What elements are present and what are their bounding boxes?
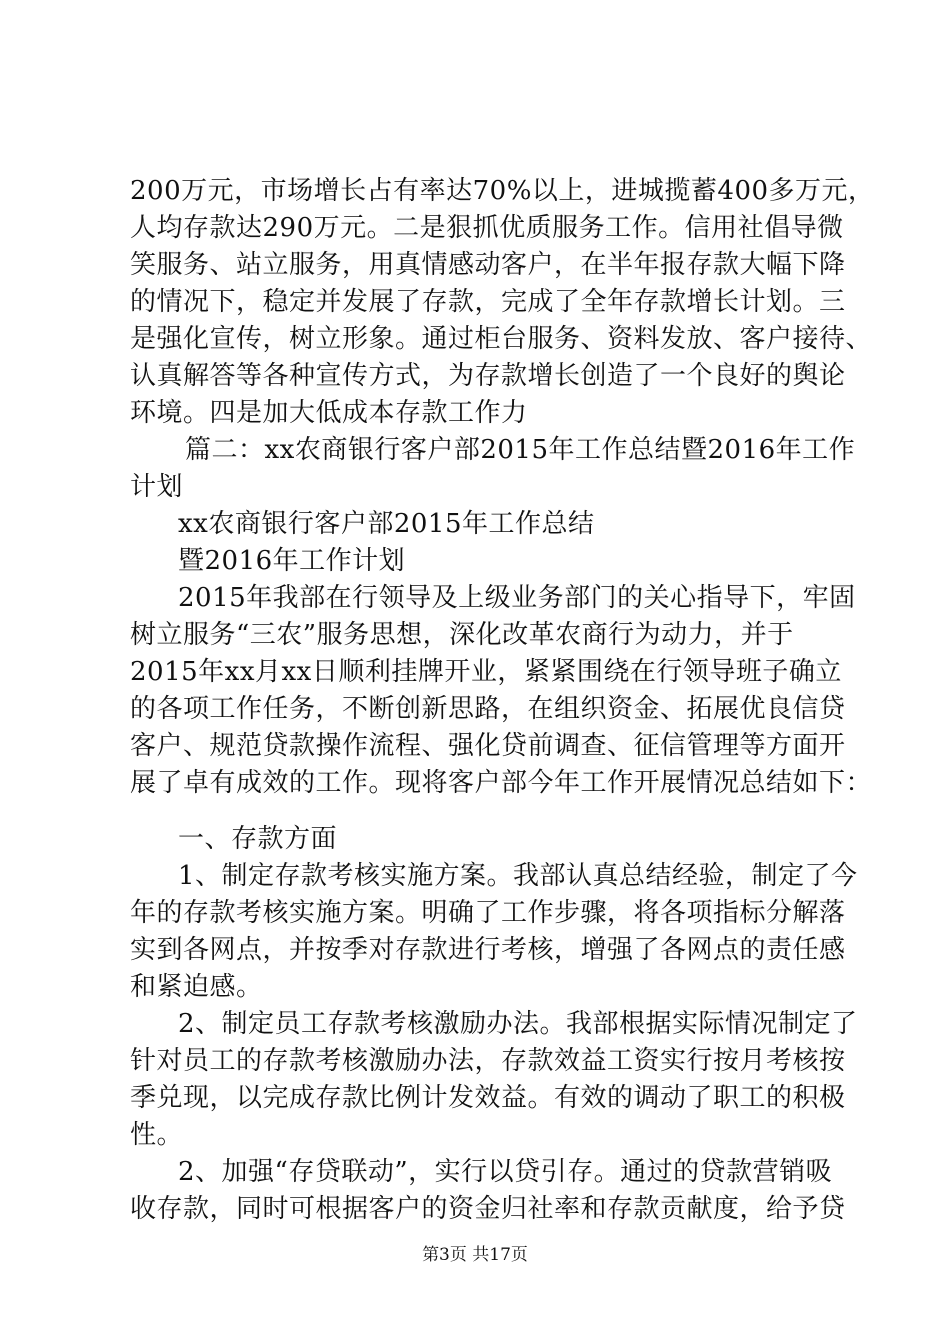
body-text-line: 2015年xx月xx日顺利挂牌开业，紧紧围绕在行领导班子确立 bbox=[130, 657, 842, 687]
body-text-line: 收存款，同时可根据客户的资金归社率和存款贡献度，给予贷 bbox=[130, 1194, 846, 1224]
body-text-line: 2、加强“存贷联动”，实行以贷引存。通过的贷款营销吸 bbox=[178, 1157, 833, 1187]
body-text-line: 人均存款达290万元。二是狠抓优质服务工作。信用社倡导微 bbox=[130, 213, 844, 243]
body-text-line: 认真解答等各种宣传方式，为存款增长创造了一个良好的舆论 bbox=[130, 361, 846, 391]
body-text-line: 季兑现，以完成存款比例计发效益。有效的调动了职工的积极 bbox=[130, 1083, 846, 1113]
body-text-line: 是强化宣传，树立形象。通过柜台服务、资料发放、客户接待、 bbox=[130, 324, 873, 354]
body-text-line: 2、制定员工存款考核激励办法。我部根据实际情况制定了 bbox=[178, 1009, 858, 1039]
body-text-line: 1、制定存款考核实施方案。我部认真总结经验，制定了今 bbox=[178, 861, 858, 891]
page-footer: 第3页 共17页 bbox=[422, 1245, 528, 1265]
report-subtitle: 暨2016年工作计划 bbox=[178, 546, 406, 576]
section-heading: 篇二：xx农商银行客户部2015年工作总结暨2016年工作 bbox=[185, 435, 856, 465]
body-text-line: 笑服务、站立服务，用真情感动客户，在半年报存款大幅下降 bbox=[130, 250, 846, 280]
report-title: xx农商银行客户部2015年工作总结 bbox=[178, 509, 595, 539]
body-text-line: 客户、规范贷款操作流程、强化贷前调查、征信管理等方面开 bbox=[130, 731, 846, 761]
body-text-line: 环境。四是加大低成本存款工作力 bbox=[130, 398, 528, 428]
body-text-line: 性。 bbox=[130, 1120, 184, 1150]
body-text-line: 实到各网点，并按季对存款进行考核，增强了各网点的责任感 bbox=[130, 935, 846, 965]
body-text-line: 200万元，市场增长占有率达70%以上，进城揽蓄400多万元， bbox=[130, 176, 875, 206]
body-text-line: 和紧迫感。 bbox=[130, 972, 263, 1002]
body-text-line: 的情况下，稳定并发展了存款，完成了全年存款增长计划。三 bbox=[130, 287, 846, 317]
body-text-line: 树立服务“三农”服务思想，深化改革农商行为动力，并于 bbox=[130, 620, 794, 650]
section-heading-continued: 计划 bbox=[130, 472, 184, 502]
subsection-heading: 一、存款方面 bbox=[178, 824, 338, 854]
body-text-line: 展了卓有成效的工作。现将客户部今年工作开展情况总结如下： bbox=[130, 768, 873, 798]
body-text-line: 2015年我部在行领导及上级业务部门的关心指导下，牢固 bbox=[178, 583, 856, 613]
body-text-line: 针对员工的存款考核激励办法，存款效益工资实行按月考核按 bbox=[130, 1046, 846, 1076]
body-text-line: 年的存款考核实施方案。明确了工作步骤，将各项指标分解落 bbox=[130, 898, 846, 928]
body-text-line: 的各项工作任务，不断创新思路，在组织资金、拓展优良信贷 bbox=[130, 694, 846, 724]
